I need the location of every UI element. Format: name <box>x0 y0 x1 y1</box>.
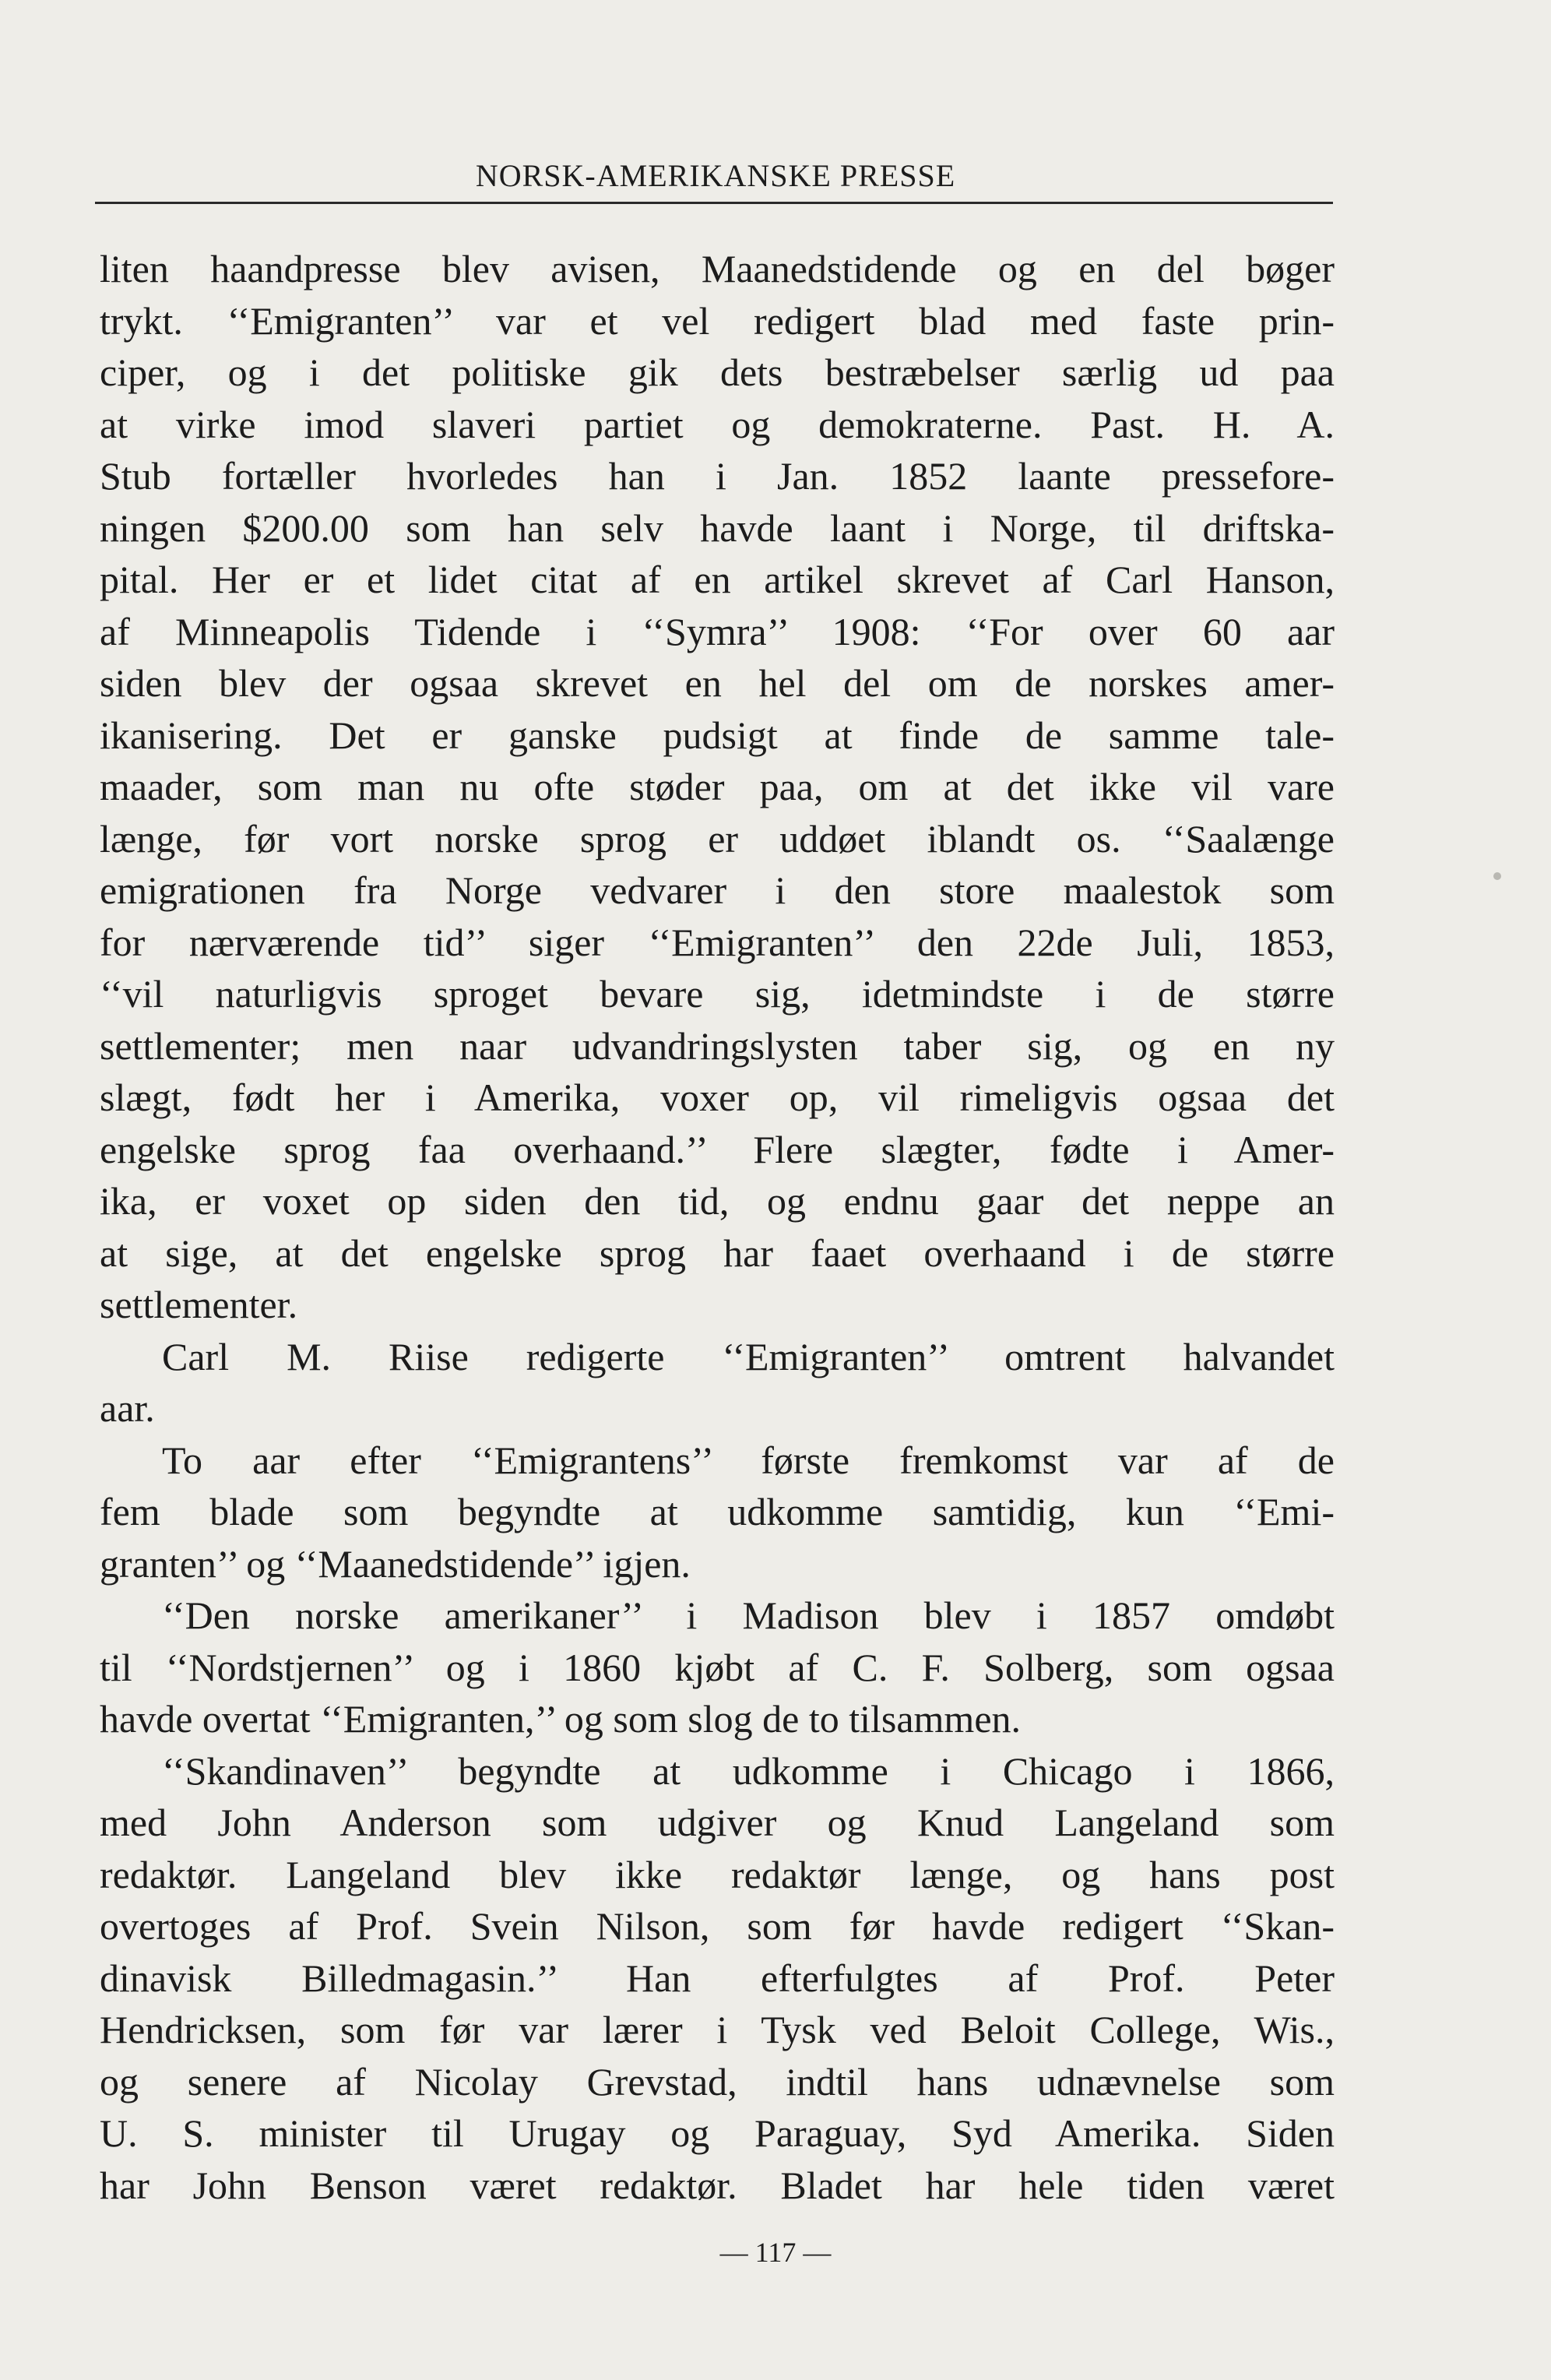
text-line: ‘‘Skandinaven’’ begyndte at udkomme i Chicago i 1866, <box>162 1748 1335 1793</box>
text-line: ikanisering. Det er ganske pudsigt at finde de samme tale- <box>100 713 1335 757</box>
text-line: emigrationen fra Norge vedvarer i den store maalestok som <box>100 868 1335 912</box>
text-line: længe, før vort norske sprog er uddøet iblandt os. ‘‘Saalænge <box>100 816 1335 861</box>
paper-speck <box>1493 872 1501 880</box>
text-line: Carl M. Riise redigerte ‘‘Emigranten’’ omtrent halvandet <box>162 1334 1335 1378</box>
header-rule <box>95 202 1333 204</box>
text-line: havde overtat ‘‘Emigranten,’’ og som slog de to tilsammen. <box>100 1697 1022 1741</box>
text-line: siden blev der ogsaa skrevet en hel del om de norskes amer- <box>100 661 1335 705</box>
text-line: og senere af Nicolay Grevstad, indtil hans udnævnelse som <box>100 2059 1335 2104</box>
text-line: Hendricksen, som før var lærer i Tysk ved Beloit College, Wis., <box>100 2008 1335 2051</box>
text-line: maader, som man nu ofte støder paa, om at det ikke vil vare <box>100 765 1335 808</box>
text-line: fem blade som begyndte at udkomme samtidig, kun ‘‘Emi- <box>100 1490 1335 1533</box>
text-line: pital. Her er et lidet citat af en artikel skrevet af Carl Hanson, <box>100 558 1335 601</box>
text-line: at virke imod slaveri partiet og demokraterne. Past. H. A. <box>100 402 1335 446</box>
text-line: til ‘‘Nordstjernen’’ og i 1860 kjøbt af C. F. Solberg, som ogsaa <box>100 1645 1335 1689</box>
text-line: U. S. minister til Urugay og Paraguay, Syd Amerika. Siden <box>100 2111 1335 2155</box>
text-line: engelske sprog faa overhaand.’’ Flere slægter, fødte i Amer- <box>100 1127 1335 1171</box>
text-line: settlementer; men naar udvandringslysten taber sig, og en ny <box>100 1023 1335 1068</box>
text-line: for nærværende tid’’ siger ‘‘Emigranten’’ den 22de Juli, 1853, <box>100 920 1335 964</box>
text-line: ningen $200.00 som han selv havde laant i Norge, til driftska- <box>100 505 1335 550</box>
body-text <box>100 243 1335 2211</box>
text-line: trykt. ‘‘Emigranten’’ var et vel redigert blad med faste prin- <box>100 298 1335 343</box>
text-line: overtoges af Prof. Svein Nilson, som før havde redigert ‘‘Skan- <box>100 1904 1335 1948</box>
text-line: har John Benson været redaktør. Bladet har hele tiden været <box>100 2163 1335 2207</box>
text-line: Stub fortæller hvorledes han i Jan. 1852 laante pressefore- <box>100 454 1335 498</box>
text-line: dinavisk Billedmagasin.’’ Han efterfulgtes af Prof. Peter <box>100 1956 1335 2000</box>
text-line: ciper, og i det politiske gik dets bestræbelser særlig ud paa <box>100 350 1335 394</box>
page-number: — 117 — <box>719 2237 832 2268</box>
running-header: NORSK-AMERIKANSKE PRESSE <box>475 158 956 193</box>
text-line: liten haandpresse blev avisen, Maanedstidende og en del bøger <box>100 247 1335 290</box>
text-line: ‘‘vil naturligvis sproget bevare sig, idetmindste i de større <box>100 972 1335 1016</box>
text-line: ‘‘Den norske amerikaner’’ i Madison blev i 1857 omdøbt <box>162 1593 1335 1637</box>
text-line: ika, er voxet op siden den tid, og endnu gaar det neppe an <box>100 1179 1335 1223</box>
text-line: settlementer. <box>100 1283 298 1326</box>
text-line: aar. <box>100 1386 155 1430</box>
text-line: slægt, født her i Amerika, voxer op, vil rimeligvis ogsaa det <box>100 1076 1335 1119</box>
text-line: at sige, at det engelske sprog har faaet overhaand i de større <box>100 1230 1335 1275</box>
text-line: med John Anderson som udgiver og Knud Langeland som <box>100 1801 1335 1844</box>
text-line: redaktør. Langeland blev ikke redaktør længe, og hans post <box>100 1852 1335 1896</box>
text-line: granten’’ og ‘‘Maanedstidende’’ igjen. <box>100 1541 691 1586</box>
text-line: af Minneapolis Tidende i ‘‘Symra’’ 1908: ‘‘For over 60 aar <box>100 609 1335 653</box>
text-line: To aar efter ‘‘Emigrantens’’ første fremkomst var af de <box>162 1438 1335 1482</box>
